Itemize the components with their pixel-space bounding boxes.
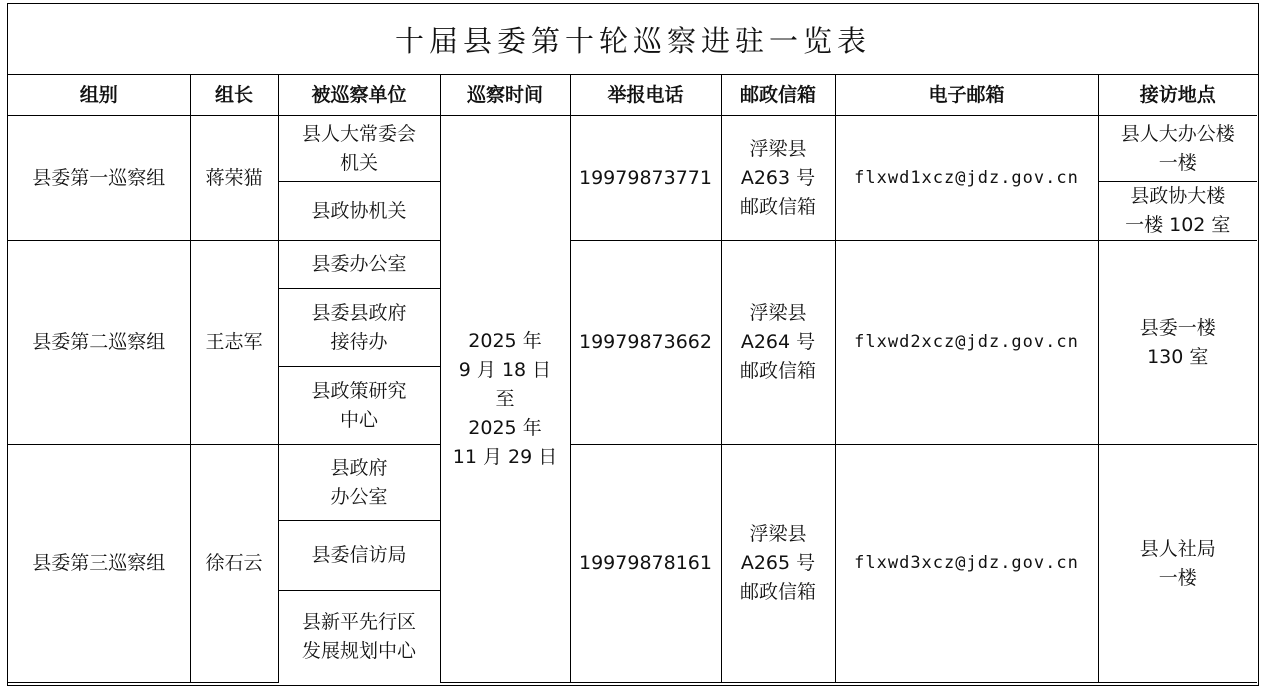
patrolled-unit: 县委信访局 [278,521,440,591]
patrolled-unit: 县政协机关 [278,182,440,241]
postbox: 浮梁县 A264 号 邮政信箱 [721,241,835,445]
email-address[interactable]: flxwd1xcz@jdz.gov.cn [835,116,1098,241]
reception-location: 县人大办公楼 一楼 [1098,116,1257,182]
group-name: 县委第二巡察组 [8,241,190,445]
email-address[interactable]: flxwd3xcz@jdz.gov.cn [835,445,1098,683]
patrol-time: 2025 年 9 月 18 日 至 2025 年 11 月 29 日 [440,116,570,683]
group-leader: 王志军 [190,241,278,445]
table-row [8,445,1257,521]
header-leader: 组长 [190,75,278,116]
patrolled-unit: 县政策研究 中心 [278,367,440,445]
patrolled-unit: 县新平先行区 发展规划中心 [278,591,440,683]
reception-location: 县人社局 一楼 [1098,445,1257,683]
table-header-row [8,75,1257,116]
patrolled-unit: 县委办公室 [278,241,440,289]
report-phone: 19979873771 [570,116,721,241]
patrolled-unit: 县人大常委会 机关 [278,116,440,182]
group-leader: 徐石云 [190,445,278,683]
group-leader: 蒋荣猫 [190,116,278,241]
patrolled-unit: 县政府 办公室 [278,445,440,521]
postbox: 浮梁县 A263 号 邮政信箱 [721,116,835,241]
header-phone: 举报电话 [570,75,721,116]
header-unit: 被巡察单位 [278,75,440,116]
table-row [8,241,1257,289]
email-address[interactable]: flxwd2xcz@jdz.gov.cn [835,241,1098,445]
table-row [8,116,1257,182]
page-title: 十届县委第十轮巡察进驻一览表 [8,4,1258,75]
reception-location: 县委一楼 130 室 [1098,241,1257,445]
header-email: 电子邮箱 [835,75,1098,116]
report-phone: 19979878161 [570,445,721,683]
patrolled-unit: 县委县政府 接待办 [278,289,440,367]
header-group: 组别 [8,75,190,116]
header-postbox: 邮政信箱 [721,75,835,116]
group-name: 县委第三巡察组 [8,445,190,683]
header-location: 接访地点 [1098,75,1257,116]
postbox: 浮梁县 A265 号 邮政信箱 [721,445,835,683]
document-page [7,3,1259,686]
report-phone: 19979873662 [570,241,721,445]
header-time: 巡察时间 [440,75,570,116]
reception-location: 县政协大楼 一楼 102 室 [1098,182,1257,241]
group-name: 县委第一巡察组 [8,116,190,241]
patrol-table [8,75,1257,683]
